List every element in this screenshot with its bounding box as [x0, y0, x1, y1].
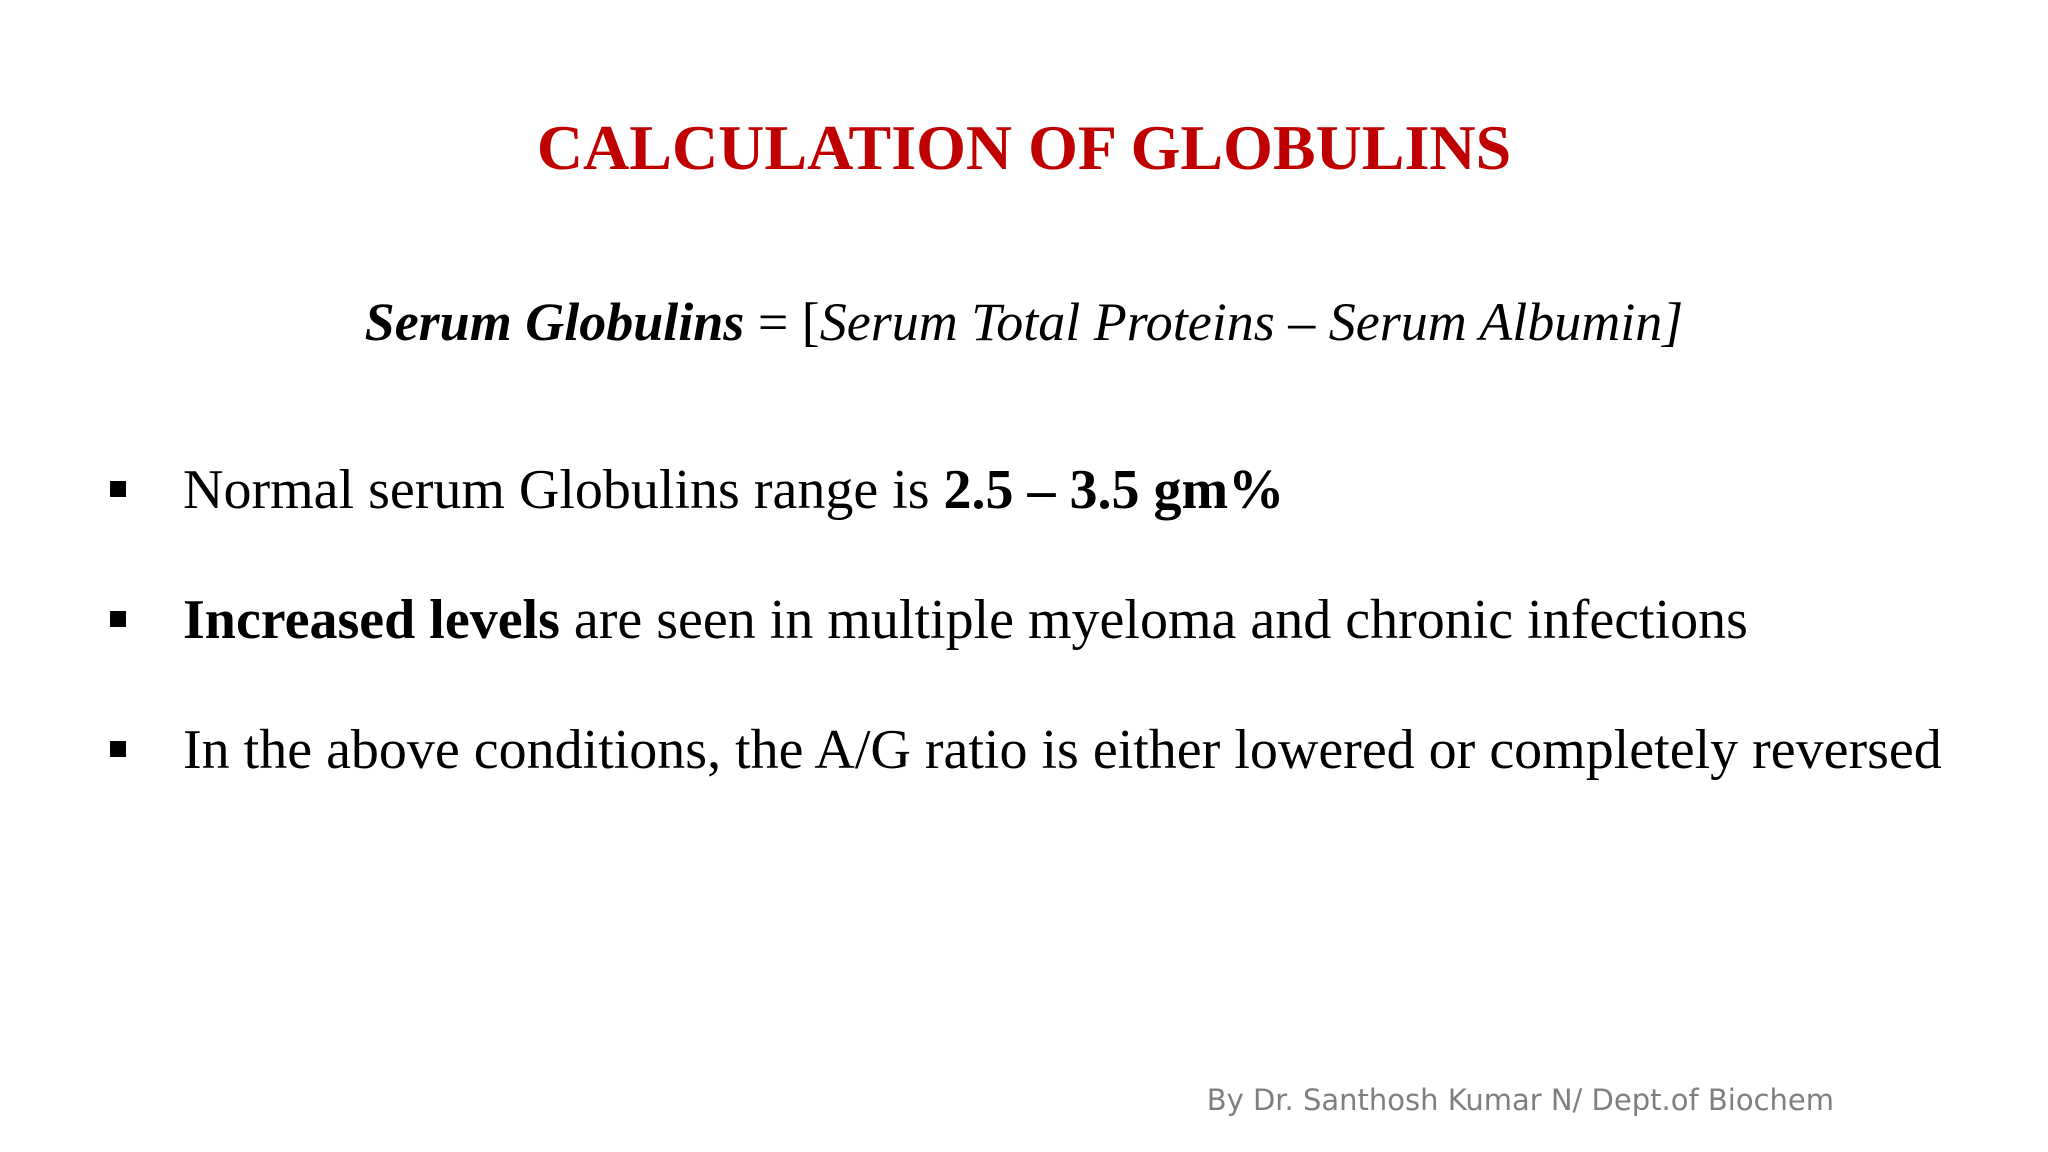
bullet-item-increased-levels: [110, 585, 2030, 715]
formula-rhs: Serum Total Proteins – Serum Albumin]: [819, 292, 1684, 352]
bullet-text: [183, 585, 1748, 655]
bullet-item-ag-ratio: [110, 715, 2030, 845]
bullet-text: In the above conditions, the A/G ratio is either lowered or completely reversed: [183, 719, 1942, 781]
slide-title: CALCULATION OF GLOBULINS: [536, 112, 1512, 183]
bullet-text-bold: Increased levels: [183, 589, 560, 651]
bullet-text-plain: Normal serum Globulins range is: [183, 459, 944, 521]
bullet-text: [183, 455, 1284, 525]
bullet-item-normal-range: [110, 455, 2030, 585]
formula-lhs: Serum Globulins: [364, 292, 745, 352]
bullet-text-bold: 2.5 – 3.5 gm%: [943, 459, 1285, 521]
formula-equals: = [: [744, 292, 820, 352]
square-bullet-icon: [110, 611, 126, 627]
square-bullet-icon: [110, 481, 126, 497]
footer-credit: By Dr. Santhosh Kumar N/ Dept.of Biochem: [1206, 1083, 1834, 1117]
square-bullet-icon: [110, 741, 126, 757]
bullet-list: [110, 455, 2030, 845]
formula: [0, 288, 2048, 356]
bullet-text-plain: are seen in multiple myeloma and chronic infections: [559, 589, 1748, 651]
